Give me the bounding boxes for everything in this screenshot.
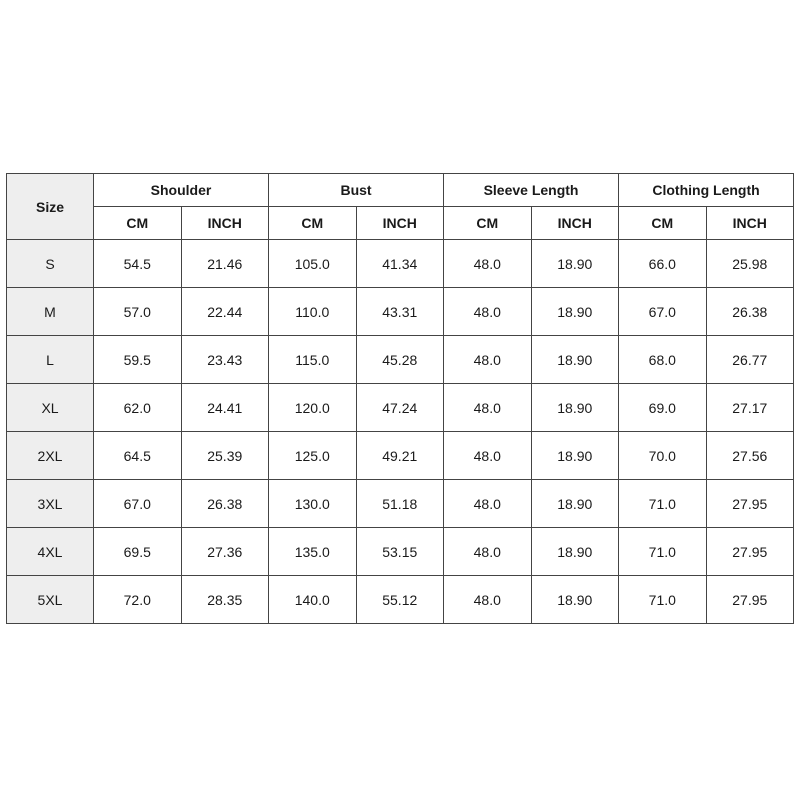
table-cell: 62.0 — [94, 384, 182, 432]
table-cell: 57.0 — [94, 288, 182, 336]
table-body — [7, 240, 794, 624]
table-cell: 18.90 — [531, 384, 619, 432]
table-cell: 18.90 — [531, 528, 619, 576]
table-row — [7, 480, 794, 528]
table-cell: 18.90 — [531, 336, 619, 384]
table-cell: 18.90 — [531, 576, 619, 624]
table-cell: 48.0 — [444, 576, 532, 624]
table-row — [7, 288, 794, 336]
table-cell: 67.0 — [94, 480, 182, 528]
table-row — [7, 336, 794, 384]
unit-header-row — [7, 207, 794, 240]
table-cell: 22.44 — [181, 288, 269, 336]
table-cell: 41.34 — [356, 240, 444, 288]
size-label-cell: L — [7, 336, 94, 384]
table-cell: 54.5 — [94, 240, 182, 288]
table-cell: 48.0 — [444, 240, 532, 288]
table-cell: 55.12 — [356, 576, 444, 624]
group-header-bust: Bust — [269, 174, 444, 207]
table-cell: 71.0 — [619, 480, 707, 528]
table-row — [7, 240, 794, 288]
unit-header-inch: INCH — [531, 207, 619, 240]
table-cell: 28.35 — [181, 576, 269, 624]
table-cell: 26.38 — [706, 288, 794, 336]
group-header-row — [7, 174, 794, 207]
table-cell: 45.28 — [356, 336, 444, 384]
table-cell: 27.36 — [181, 528, 269, 576]
table-cell: 18.90 — [531, 288, 619, 336]
table-cell: 27.95 — [706, 528, 794, 576]
size-label-cell: 5XL — [7, 576, 94, 624]
table-cell: 48.0 — [444, 288, 532, 336]
unit-header-inch: INCH — [181, 207, 269, 240]
table-cell: 51.18 — [356, 480, 444, 528]
group-header-clothing-length: Clothing Length — [619, 174, 794, 207]
table-cell: 18.90 — [531, 432, 619, 480]
table-cell: 69.0 — [619, 384, 707, 432]
table-cell: 21.46 — [181, 240, 269, 288]
table-cell: 27.56 — [706, 432, 794, 480]
size-label-cell: 4XL — [7, 528, 94, 576]
table-row — [7, 432, 794, 480]
table-cell: 140.0 — [269, 576, 357, 624]
table-cell: 67.0 — [619, 288, 707, 336]
unit-header-inch: INCH — [356, 207, 444, 240]
table-cell: 25.98 — [706, 240, 794, 288]
table-cell: 53.15 — [356, 528, 444, 576]
table-cell: 110.0 — [269, 288, 357, 336]
table-cell: 48.0 — [444, 336, 532, 384]
table-cell: 120.0 — [269, 384, 357, 432]
group-header-shoulder: Shoulder — [94, 174, 269, 207]
size-label-cell: 2XL — [7, 432, 94, 480]
table-cell: 27.95 — [706, 576, 794, 624]
table-cell: 48.0 — [444, 432, 532, 480]
unit-header-cm: CM — [269, 207, 357, 240]
table-cell: 68.0 — [619, 336, 707, 384]
table-cell: 24.41 — [181, 384, 269, 432]
table-cell: 72.0 — [94, 576, 182, 624]
table-cell: 70.0 — [619, 432, 707, 480]
group-header-sleeve-length: Sleeve Length — [444, 174, 619, 207]
unit-header-cm: CM — [444, 207, 532, 240]
size-label-cell: S — [7, 240, 94, 288]
table-cell: 18.90 — [531, 480, 619, 528]
table-cell: 66.0 — [619, 240, 707, 288]
table-row — [7, 528, 794, 576]
unit-header-inch: INCH — [706, 207, 794, 240]
table-cell: 64.5 — [94, 432, 182, 480]
unit-header-cm: CM — [619, 207, 707, 240]
table-cell: 71.0 — [619, 528, 707, 576]
size-label-cell: M — [7, 288, 94, 336]
table-cell: 49.21 — [356, 432, 444, 480]
table-cell: 48.0 — [444, 480, 532, 528]
unit-header-cm: CM — [94, 207, 182, 240]
table-cell: 48.0 — [444, 528, 532, 576]
table-cell: 71.0 — [619, 576, 707, 624]
table-row — [7, 384, 794, 432]
size-column-header: Size — [7, 174, 94, 240]
table-cell: 59.5 — [94, 336, 182, 384]
table-cell: 47.24 — [356, 384, 444, 432]
size-chart-table — [6, 173, 794, 624]
table-cell: 25.39 — [181, 432, 269, 480]
table-cell: 26.38 — [181, 480, 269, 528]
table-cell: 48.0 — [444, 384, 532, 432]
table-row — [7, 576, 794, 624]
table-cell: 125.0 — [269, 432, 357, 480]
table-cell: 115.0 — [269, 336, 357, 384]
table-cell: 18.90 — [531, 240, 619, 288]
table-cell: 43.31 — [356, 288, 444, 336]
table-cell: 69.5 — [94, 528, 182, 576]
table-cell: 105.0 — [269, 240, 357, 288]
table-cell: 23.43 — [181, 336, 269, 384]
table-cell: 26.77 — [706, 336, 794, 384]
size-label-cell: 3XL — [7, 480, 94, 528]
table-cell: 27.95 — [706, 480, 794, 528]
table-cell: 27.17 — [706, 384, 794, 432]
table-cell: 130.0 — [269, 480, 357, 528]
size-label-cell: XL — [7, 384, 94, 432]
table-cell: 135.0 — [269, 528, 357, 576]
